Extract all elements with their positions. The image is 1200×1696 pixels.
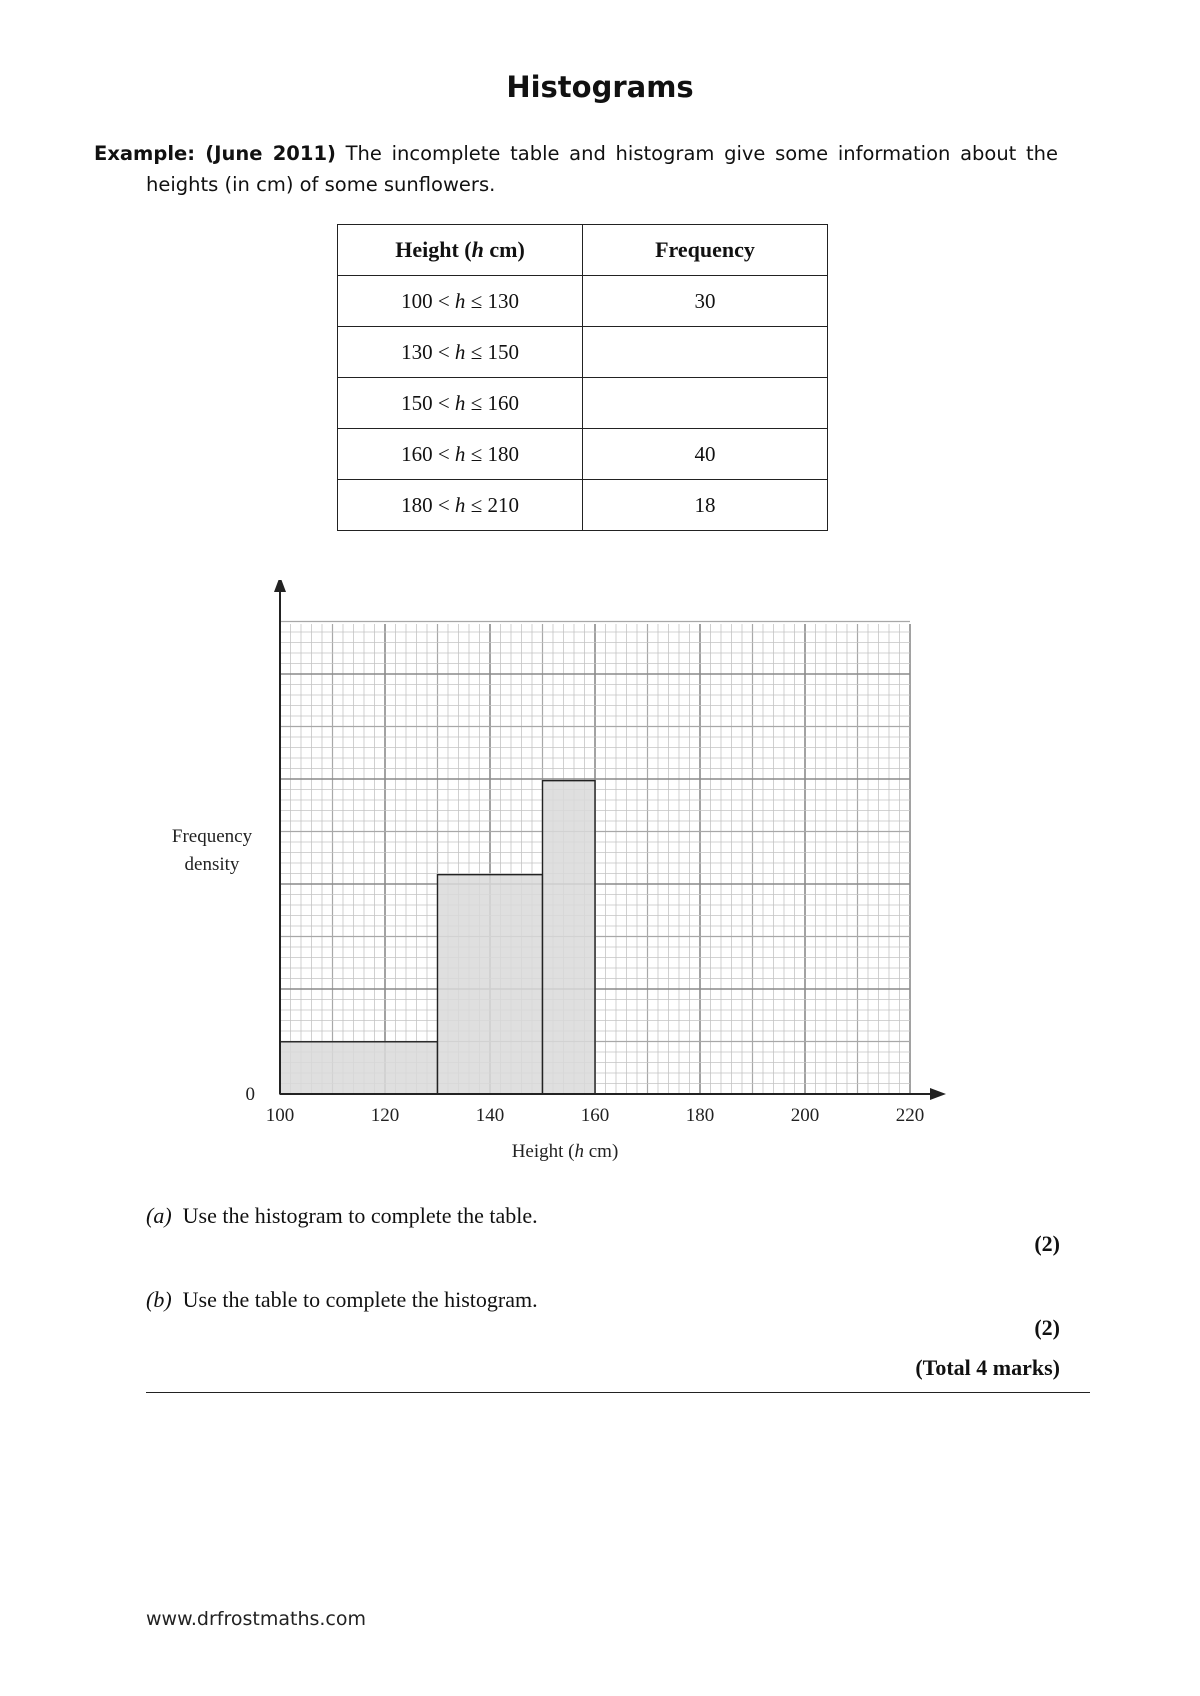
table-row <box>338 429 828 480</box>
histogram-bar <box>438 875 543 1094</box>
example-label: Example: (June 2011) <box>94 142 336 165</box>
footer-url: www.drfrostmaths.com <box>146 1608 367 1630</box>
frequency-cell: 30 <box>583 276 828 327</box>
frequency-cell <box>583 327 828 378</box>
divider-line <box>146 1392 1090 1393</box>
page-title: Histograms <box>506 70 694 104</box>
table-row <box>338 480 828 531</box>
question-a <box>146 1203 538 1229</box>
frequency-cell: 40 <box>583 429 828 480</box>
intro-text-line1: The incomplete table and histogram give some information about the <box>345 142 1059 165</box>
table-header-row <box>338 225 828 276</box>
question-b <box>146 1287 538 1313</box>
height-class-cell: 150 < h ≤ 160 <box>338 378 583 429</box>
intro-paragraph <box>94 138 1058 200</box>
x-tick-label: 180 <box>685 1105 715 1126</box>
header-height: Height (h cm) <box>338 225 583 276</box>
x-tick-label: 200 <box>790 1105 820 1126</box>
question-a-marks: (2) <box>1034 1231 1060 1256</box>
table-row <box>338 378 828 429</box>
total-marks: (Total 4 marks) <box>915 1355 1060 1380</box>
histogram-bar <box>543 781 596 1094</box>
x-axis-label: Height (h cm) <box>511 1141 619 1162</box>
x-tick-label: 220 <box>895 1105 925 1126</box>
question-b-letter: (b) <box>146 1287 172 1312</box>
header-frequency: Frequency <box>583 225 828 276</box>
height-class-cell: 180 < h ≤ 210 <box>338 480 583 531</box>
y-tick-label: 0 <box>245 1084 255 1105</box>
question-b-marks: (2) <box>1034 1315 1060 1340</box>
height-class-cell: 130 < h ≤ 150 <box>338 327 583 378</box>
intro-text-line2: heights (in cm) of some sunflowers. <box>146 173 496 196</box>
histogram-bar <box>280 1042 438 1094</box>
y-axis-arrow <box>274 580 286 592</box>
height-class-cell: 100 < h ≤ 130 <box>338 276 583 327</box>
x-tick-label: 160 <box>580 1105 610 1126</box>
histogram-chart <box>0 580 1200 1180</box>
question-b-text: Use the table to complete the histogram. <box>182 1287 538 1312</box>
x-tick-label: 120 <box>370 1105 400 1126</box>
frequency-cell <box>583 378 828 429</box>
y-axis-label-line1: Frequency <box>171 826 253 847</box>
frequency-table <box>337 224 828 531</box>
x-tick-label: 100 <box>265 1105 295 1126</box>
height-class-cell: 160 < h ≤ 180 <box>338 429 583 480</box>
question-a-letter: (a) <box>146 1203 172 1228</box>
x-tick-label: 140 <box>475 1105 505 1126</box>
question-a-text: Use the histogram to complete the table. <box>182 1203 538 1228</box>
table-row <box>338 327 828 378</box>
frequency-cell: 18 <box>583 480 828 531</box>
y-axis-label-line2: density <box>184 854 240 875</box>
x-axis-arrow <box>930 1088 946 1100</box>
table-row <box>338 276 828 327</box>
